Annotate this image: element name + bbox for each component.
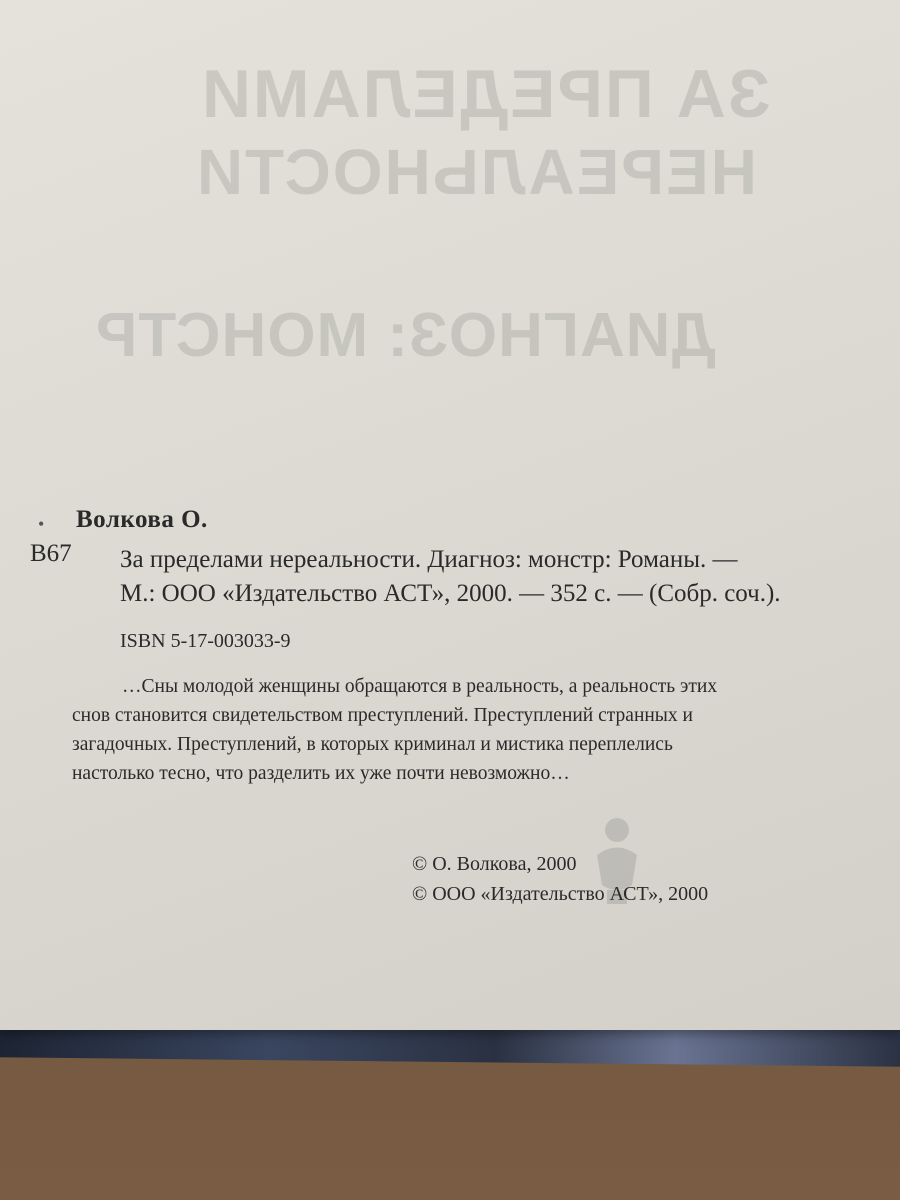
publisher-line: М.: ООО «Издательство АСТ», 2000. — 352 с. — (Собр. соч.). — [120, 580, 781, 607]
title-line: За пределами нереальности. Диагноз: монстр: Романы. — — [120, 546, 738, 573]
annotation-line: загадочных. Преступлений, в которых криминал и мистика переплелись — [72, 734, 673, 755]
show-through-decoration: ДИАГНОЗ: МОНСТР — [95, 301, 716, 370]
margin-dot: • — [38, 514, 45, 534]
copyright-publisher: © ООО «Издательство АСТ», 2000 — [412, 883, 709, 905]
annotation-line: …Сны молодой женщины обращаются в реальность, а реальность этих — [122, 676, 718, 697]
show-through-decoration: НЕРЕАЛЬНОСТИ — [195, 136, 757, 208]
annotation-paragraph — [72, 672, 862, 788]
show-through-decoration: ЗА ПРЕДЕЛАМИ — [200, 56, 771, 132]
annotation-line: снов становится свидетельством преступлений. Преступлений странных и — [72, 705, 693, 726]
copyright-author: © О. Волкова, 2000 — [412, 853, 577, 875]
library-code: В67 — [30, 540, 72, 567]
author-name: Волкова О. — [76, 506, 208, 533]
isbn: ISBN 5-17-003033-9 — [120, 630, 291, 652]
annotation-line: настолько тесно, что разделить их уже почти невозможно… — [72, 763, 570, 784]
